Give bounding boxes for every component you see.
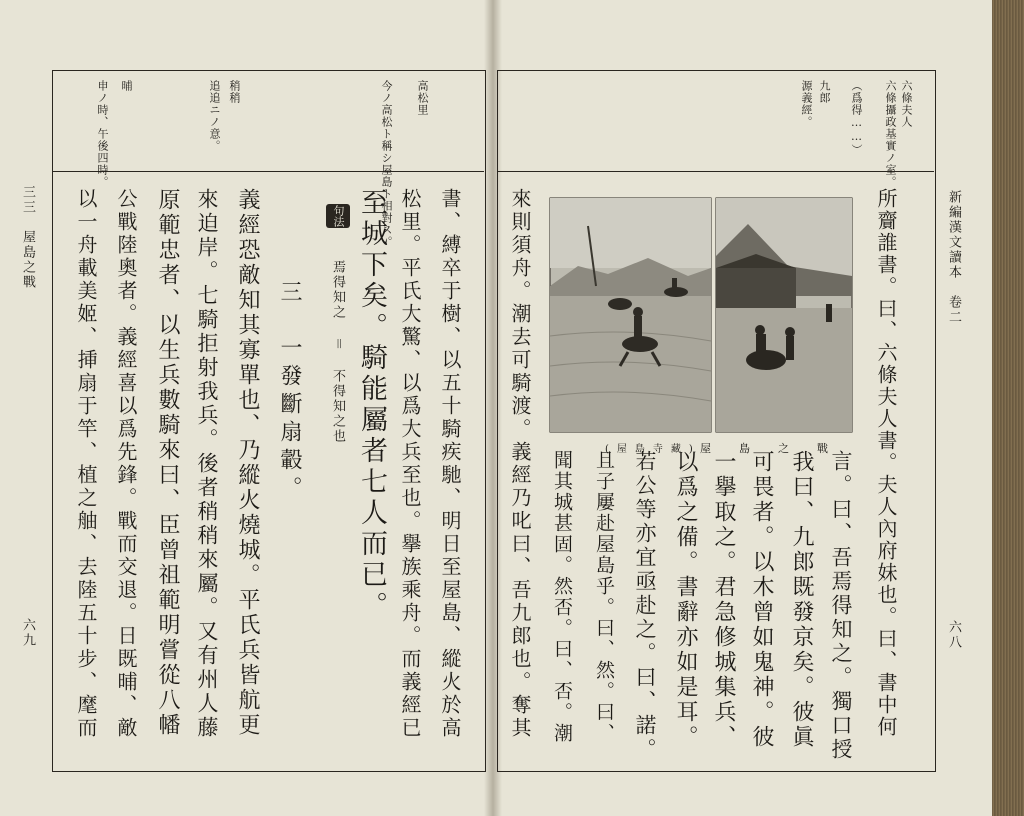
note-takamatsu: 高松里 (416, 80, 429, 116)
battle-illustration (548, 196, 854, 434)
right-body-col-3: 我曰、九郎既發京矣。彼眞 (789, 450, 814, 750)
left-body-col-10: 以一舟載美姬、挿扇于竿、植之舳、去陸五十步、麾而 (74, 188, 98, 740)
section-label-kuho: 句法 (326, 204, 350, 228)
running-head-left: 三三 屋島之戰 (20, 185, 35, 290)
left-body-col-2: 松里。平氏大驚、以爲大兵至也。擧族乘舟。而義經已 (398, 188, 422, 740)
note-tame-toku: （爲得……） (850, 80, 863, 156)
left-body-col-9: 公戰陸奧者。義經喜以爲先鋒。戰而交退。日既晡、敵 (114, 188, 138, 740)
illustration-credit: (屋島寺藏) (605, 444, 701, 455)
note-yoshitsune: 源義經。 (800, 80, 813, 128)
note-rokujo-fujin: 六條夫人 (900, 80, 913, 128)
note-yaya: 稍稍 (228, 80, 241, 104)
right-body-col-5: 一擧取之。君急修城集兵、 (711, 450, 736, 750)
section-heading-3: 三 一發斷扇轂。 (277, 280, 302, 504)
left-body-col-6: 義經恐敵知其寡單也、乃縱火燒城。平氏兵皆航更 (235, 188, 260, 738)
left-note-divider (52, 171, 484, 172)
left-body-col-8: 原範忠者、以生兵數騎來曰、臣曾祖範明嘗從八幡 (155, 188, 180, 738)
running-head-right: 新編漢文讀本 卷二 (946, 190, 961, 325)
left-body-col-3: 至城下矣。騎能屬者七人而已。 (356, 188, 387, 622)
right-body-col-2: 言。曰、吾焉得知之。獨口授 (829, 450, 853, 762)
note-yaya-detail: 追追ニノ意。 (208, 80, 221, 152)
grammar-note: 焉得知之 ＝ 不得知之也 (330, 260, 345, 444)
note-kuro: 九郎 (818, 80, 831, 104)
note-takamatsu-detail: 今ノ高松ト稱シ屋島ト相對ス。 (380, 80, 393, 248)
note-ho-detail: 申ノ時、午後四時。 (96, 80, 109, 188)
right-body-col-1: 所齎誰書。曰、六條夫人書。夫人內府妹也。曰、書中何 (874, 188, 898, 738)
note-ho: 晡 (120, 80, 133, 92)
right-body-col-6: 以爲之備。書辭亦如是耳。 (673, 450, 698, 750)
left-body-col-7: 來迫岸。七騎拒射我兵。後者稍稍來屬。又有州人藤 (195, 188, 219, 740)
right-body-col-9: 聞其城甚固。然否。曰、否。潮 (551, 450, 573, 744)
page-number-left: 六九 (20, 618, 35, 648)
page-number-right: 六八 (946, 620, 961, 650)
right-body-col-8: 且子屢赴屋島乎。曰、然。曰、 (593, 450, 615, 744)
book-edge (992, 0, 1024, 816)
right-body-col-10: 來則須舟。潮去可騎渡。義經乃叱曰、吾九郎也。奪其 (508, 188, 532, 740)
right-note-divider (497, 171, 934, 172)
note-rokujo-detail: 六條攝政基實ノ室。 (884, 80, 897, 188)
right-body-col-4: 可畏者。以木曾如鬼神。彼 (749, 450, 774, 750)
illustration-caption: 屋島之戰 (700, 442, 856, 455)
right-body-col-7: 若公等亦宜亟赴之。曰、諾。 (633, 450, 657, 762)
left-body-col-1: 書、縛卒于樹、以五十騎疾馳、明日至屋島、縱火於高 (438, 188, 462, 740)
